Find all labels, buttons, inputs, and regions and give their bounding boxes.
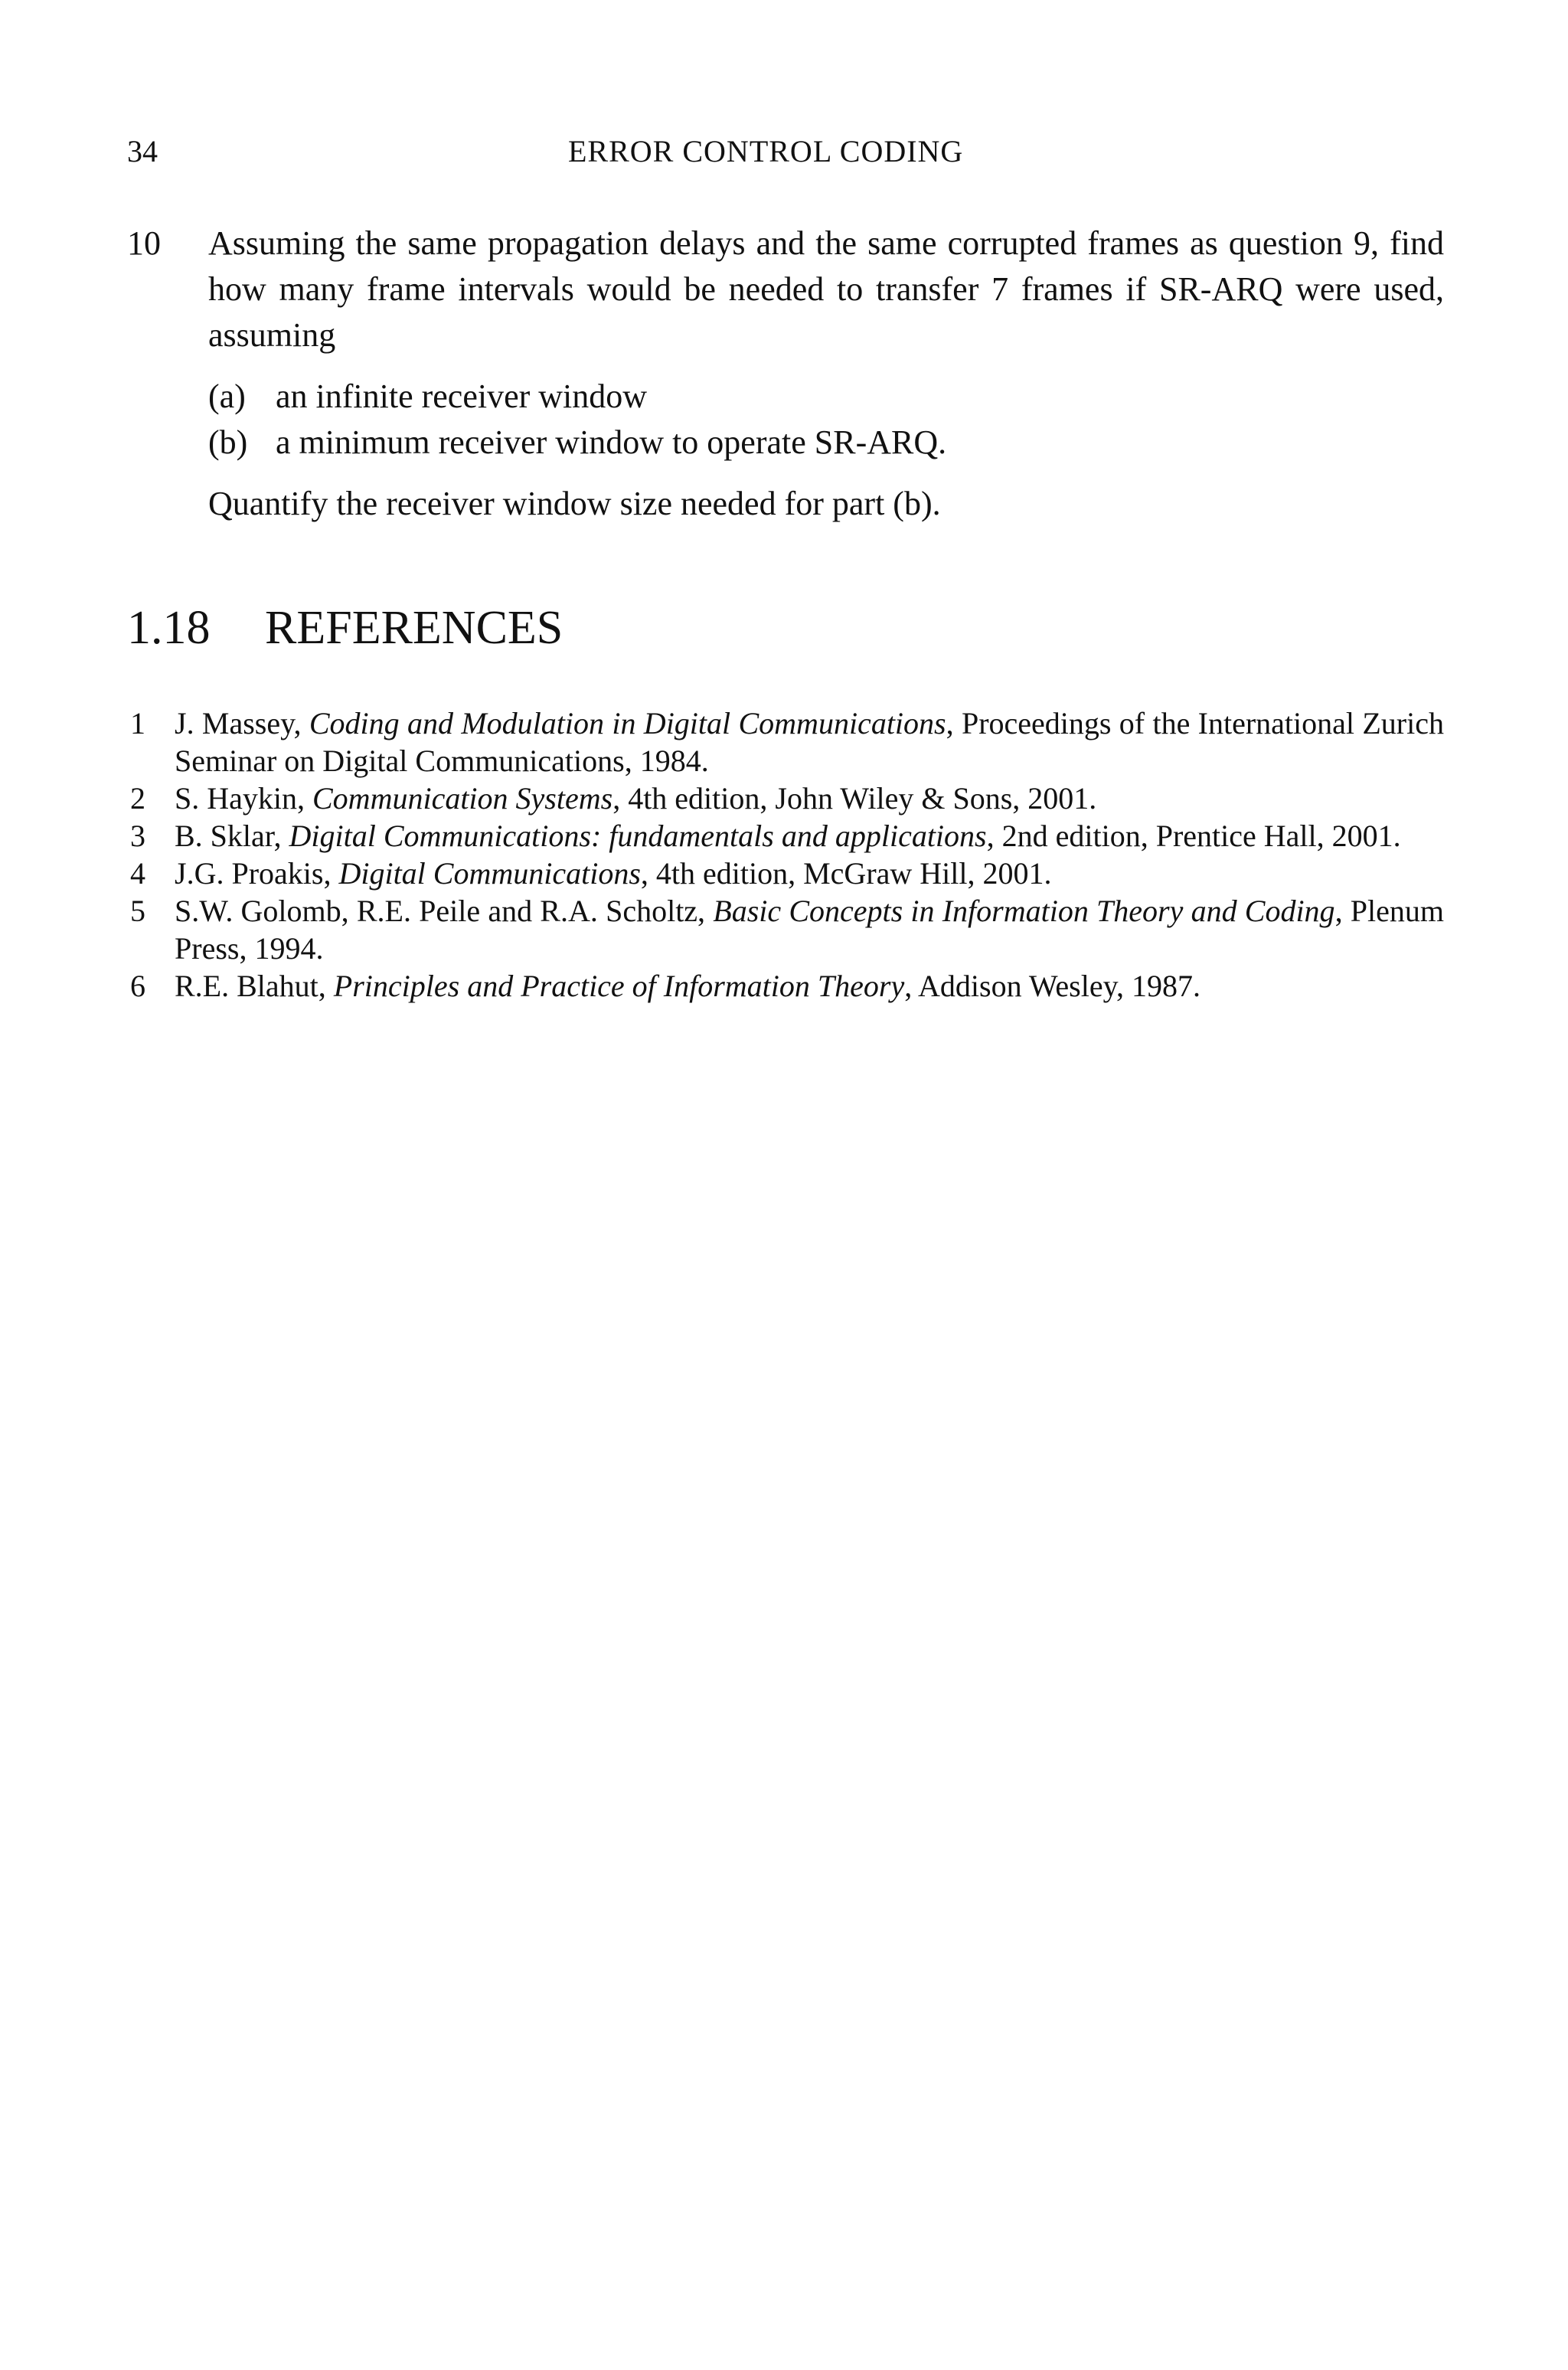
reference-authors: S.W. Golomb, R.E. Peile and R.A. Scholtz, [175, 894, 714, 928]
reference-number: 5 [130, 894, 145, 928]
exercise-part-b [208, 420, 1444, 466]
reference-authors: R.E. Blahut, [175, 969, 334, 1003]
reference-details: , 4th edition, McGraw Hill, 2001. [640, 856, 1052, 891]
reference-item [127, 704, 1444, 780]
reference-list [127, 704, 1444, 1005]
reference-text [175, 817, 1444, 855]
reference-number: 4 [130, 856, 145, 891]
reference-title: Basic Concepts in Information Theory and Coding [713, 894, 1335, 928]
reference-item [127, 967, 1444, 1005]
reference-item [127, 780, 1444, 817]
reference-item [127, 817, 1444, 855]
reference-number: 3 [130, 819, 145, 853]
running-title: ERROR CONTROL CODING [568, 134, 964, 168]
reference-authors: J.G. Proakis, [175, 856, 339, 891]
reference-number: 2 [130, 781, 145, 816]
reference-title: Digital Communications: fundamentals and applications [289, 819, 987, 853]
section-title: REFERENCES [265, 602, 564, 654]
reference-text [175, 967, 1444, 1005]
page-header [0, 129, 1568, 175]
part-label: (b) [208, 423, 248, 461]
reference-details: , Addison Wesley, 1987. [904, 969, 1201, 1003]
reference-item [127, 892, 1444, 967]
reference-number: 1 [130, 706, 145, 740]
reference-title: Coding and Modulation in Digital Communications [309, 706, 946, 740]
reference-details: , Proceedings of the International Zurich Seminar on Digital Communications, 1984. [175, 706, 1444, 778]
exercise-number: 10 [127, 224, 161, 262]
reference-title: Digital Communications [338, 856, 641, 891]
exercise-part-a [208, 374, 1444, 420]
reference-number: 6 [130, 969, 145, 1003]
reference-text [175, 704, 1444, 780]
page-number: 34 [127, 134, 158, 168]
reference-item [127, 855, 1444, 892]
reference-text [175, 780, 1444, 817]
reference-text [175, 892, 1444, 967]
reference-authors: B. Sklar, [175, 819, 289, 853]
reference-title: Principles and Practice of Information Theory [333, 969, 905, 1003]
exercise-text: Assuming the same propagation delays and the same corrupted frames as question 9, find how many frame intervals would be needed to transfer 7 frames if SR-ARQ were used, assuming [208, 224, 1444, 354]
reference-authors: J. Massey, [175, 706, 309, 740]
reference-details: , Plenum Press, 1994. [175, 894, 1444, 966]
exercise-10 [127, 221, 1444, 527]
part-text: a minimum receiver window to operate SR-ARQ. [276, 423, 947, 461]
reference-text [175, 855, 1444, 892]
section-number: 1.18 [127, 602, 211, 654]
reference-title: Communication Systems [312, 781, 613, 816]
reference-details: , 2nd edition, Prentice Hall, 2001. [986, 819, 1401, 853]
reference-authors: S. Haykin, [175, 781, 312, 816]
section-heading [127, 597, 563, 659]
exercise-followup: Quantify the receiver window size needed for part (b). [208, 485, 941, 522]
part-label: (a) [208, 378, 246, 415]
reference-details: , 4th edition, John Wiley & Sons, 2001. [612, 781, 1097, 816]
exercise-parts [208, 374, 1444, 466]
part-text: an infinite receiver window [276, 378, 648, 415]
